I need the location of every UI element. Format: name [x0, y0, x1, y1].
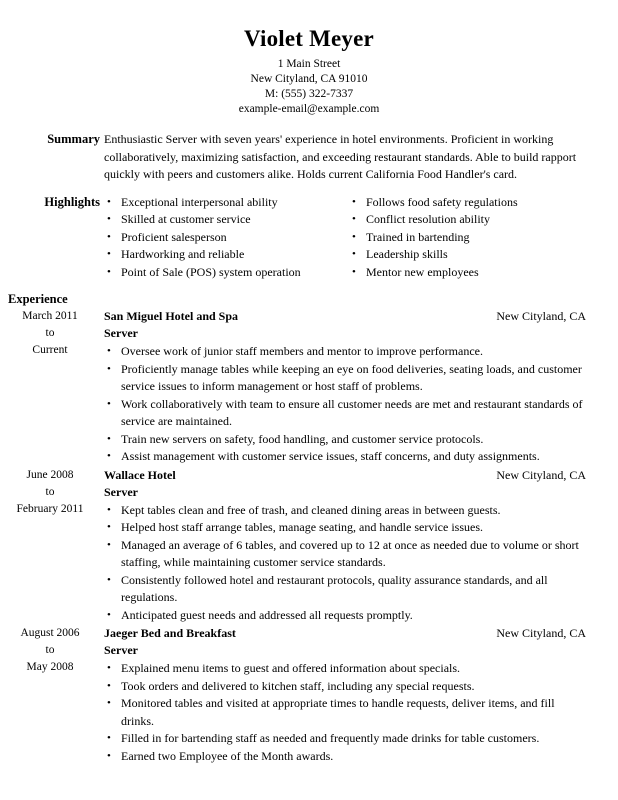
job-title: Server [104, 326, 138, 341]
job-date-start: August 2006 [20, 627, 80, 640]
job-header-row [104, 467, 586, 484]
job-title: Server [104, 484, 138, 499]
job-bullet-item: • Work collaboratively with team to ensure all customer needs are met and restaurant standards of service are maintained. [104, 396, 586, 431]
job-bullet-item: • Earned two Employee of the Month awards. [104, 748, 586, 766]
job-bullet-item: • Explained menu items to guest and offered information about specials. [104, 660, 586, 678]
job-details [100, 308, 618, 466]
summary-text: Enthusiastic Server with seven years' experience in hotel environments. Proficient in working collaboratively, maximizing satisfaction, and exceeding restaurant standards. Able to build rapport quickly with peers and customers alike. Holds current California Food Handler's card. [104, 132, 577, 182]
summary-section [0, 131, 618, 184]
highlight-item: • Hardworking and reliable [104, 246, 349, 264]
highlight-item: • Skilled at customer service [104, 211, 349, 229]
highlight-item: • Mentor new employees [349, 264, 564, 282]
experience-section [0, 291, 618, 308]
job-date-end: February 2011 [16, 502, 84, 515]
job-date-separator: to [45, 644, 55, 657]
experience-job [0, 308, 618, 466]
job-bullet-item: • Filled in for bartending staff as needed and frequently made drinks for table customers. [104, 730, 586, 748]
highlight-item: • Proficient salesperson [104, 229, 349, 247]
job-bullet-item: • Kept tables clean and free of trash, and cleaned dining areas in between guests. [104, 502, 586, 520]
contact-street: 1 Main Street [277, 58, 341, 71]
job-title: Server [104, 643, 138, 658]
job-bullet-list [104, 343, 586, 466]
highlights-list-left [104, 194, 349, 282]
highlight-item: • Point of Sale (POS) system operation [104, 264, 349, 282]
job-bullet-item: • Consistently followed hotel and restaurant protocols, quality assurance standards, and all regulations. [104, 572, 586, 607]
job-bullet-item: • Anticipated guest needs and addressed all requests promptly. [104, 607, 586, 625]
job-header-row [104, 625, 586, 642]
experience-job [0, 467, 618, 625]
job-bullet-list [104, 660, 586, 765]
job-date-range [0, 625, 100, 676]
experience-job [0, 625, 618, 765]
job-location: New Cityland, CA [496, 309, 586, 324]
job-location: New Cityland, CA [496, 467, 586, 482]
job-bullet-item: • Took orders and delivered to kitchen staff, including any special requests. [104, 678, 586, 696]
job-date-separator: to [45, 327, 55, 340]
job-company: San Miguel Hotel and Spa [104, 309, 239, 324]
resume-header [0, 0, 618, 117]
highlights-body [100, 194, 618, 282]
job-company: Jaeger Bed and Breakfast [104, 626, 236, 641]
job-bullet-item: • Helped host staff arrange tables, manage seating, and handle service issues. [104, 519, 586, 537]
highlights-column-right [349, 194, 564, 282]
job-bullet-item: • Train new servers on safety, food handling, and customer service protocols. [104, 431, 586, 449]
summary-heading: Summary [47, 132, 100, 147]
highlights-heading: Highlights [44, 194, 100, 209]
job-date-range [0, 467, 100, 518]
summary-label-column [0, 131, 100, 147]
job-bullet-list [104, 502, 586, 625]
job-date-separator: to [45, 485, 55, 498]
experience-heading: Experience [8, 292, 68, 307]
summary-body [100, 131, 618, 184]
experience-label-column [0, 291, 100, 308]
highlights-section [0, 194, 618, 282]
highlights-list-right [349, 194, 564, 282]
job-date-end: Current [32, 344, 68, 357]
highlight-item: • Exceptional interpersonal ability [104, 194, 349, 212]
job-bullet-item: • Monitored tables and visited at appropriate times to handle requests, deliver items, and fill drinks. [104, 695, 586, 730]
experience-jobs-container [0, 308, 618, 765]
highlights-label-column [0, 194, 100, 210]
job-bullet-item: • Oversee work of junior staff members and mentor to improve performance. [104, 343, 586, 361]
highlight-item: • Leadership skills [349, 246, 564, 264]
highlight-item: • Trained in bartending [349, 229, 564, 247]
job-header-row [104, 308, 586, 325]
contact-email: example-email@example.com [238, 103, 380, 116]
job-date-start: March 2011 [22, 310, 78, 323]
job-bullet-item: • Assist management with customer service issues, staff concerns, and duty assignments. [104, 448, 586, 466]
job-date-end: May 2008 [26, 661, 74, 674]
highlight-item: • Follows food safety regulations [349, 194, 564, 212]
job-details [100, 467, 618, 625]
highlight-item: • Conflict resolution ability [349, 211, 564, 229]
job-date-start: June 2008 [26, 468, 74, 481]
contact-phone: M: (555) 322-7337 [264, 88, 354, 101]
highlights-column-left [104, 194, 349, 282]
job-details [100, 625, 618, 765]
job-date-range [0, 308, 100, 359]
job-bullet-item: • Proficiently manage tables while keeping an eye on food deliveries, seating loads, and customer service issues to inform management or host staff of problems. [104, 361, 586, 396]
job-bullet-item: • Managed an average of 6 tables, and covered up to 12 at once as needed due to volume or short staffing, while maintaining customer service standards. [104, 537, 586, 572]
job-location: New Cityland, CA [496, 626, 586, 641]
candidate-name: Violet Meyer [244, 26, 374, 51]
job-company: Wallace Hotel [104, 467, 176, 482]
contact-city-state-zip: New Cityland, CA 91010 [250, 73, 368, 86]
